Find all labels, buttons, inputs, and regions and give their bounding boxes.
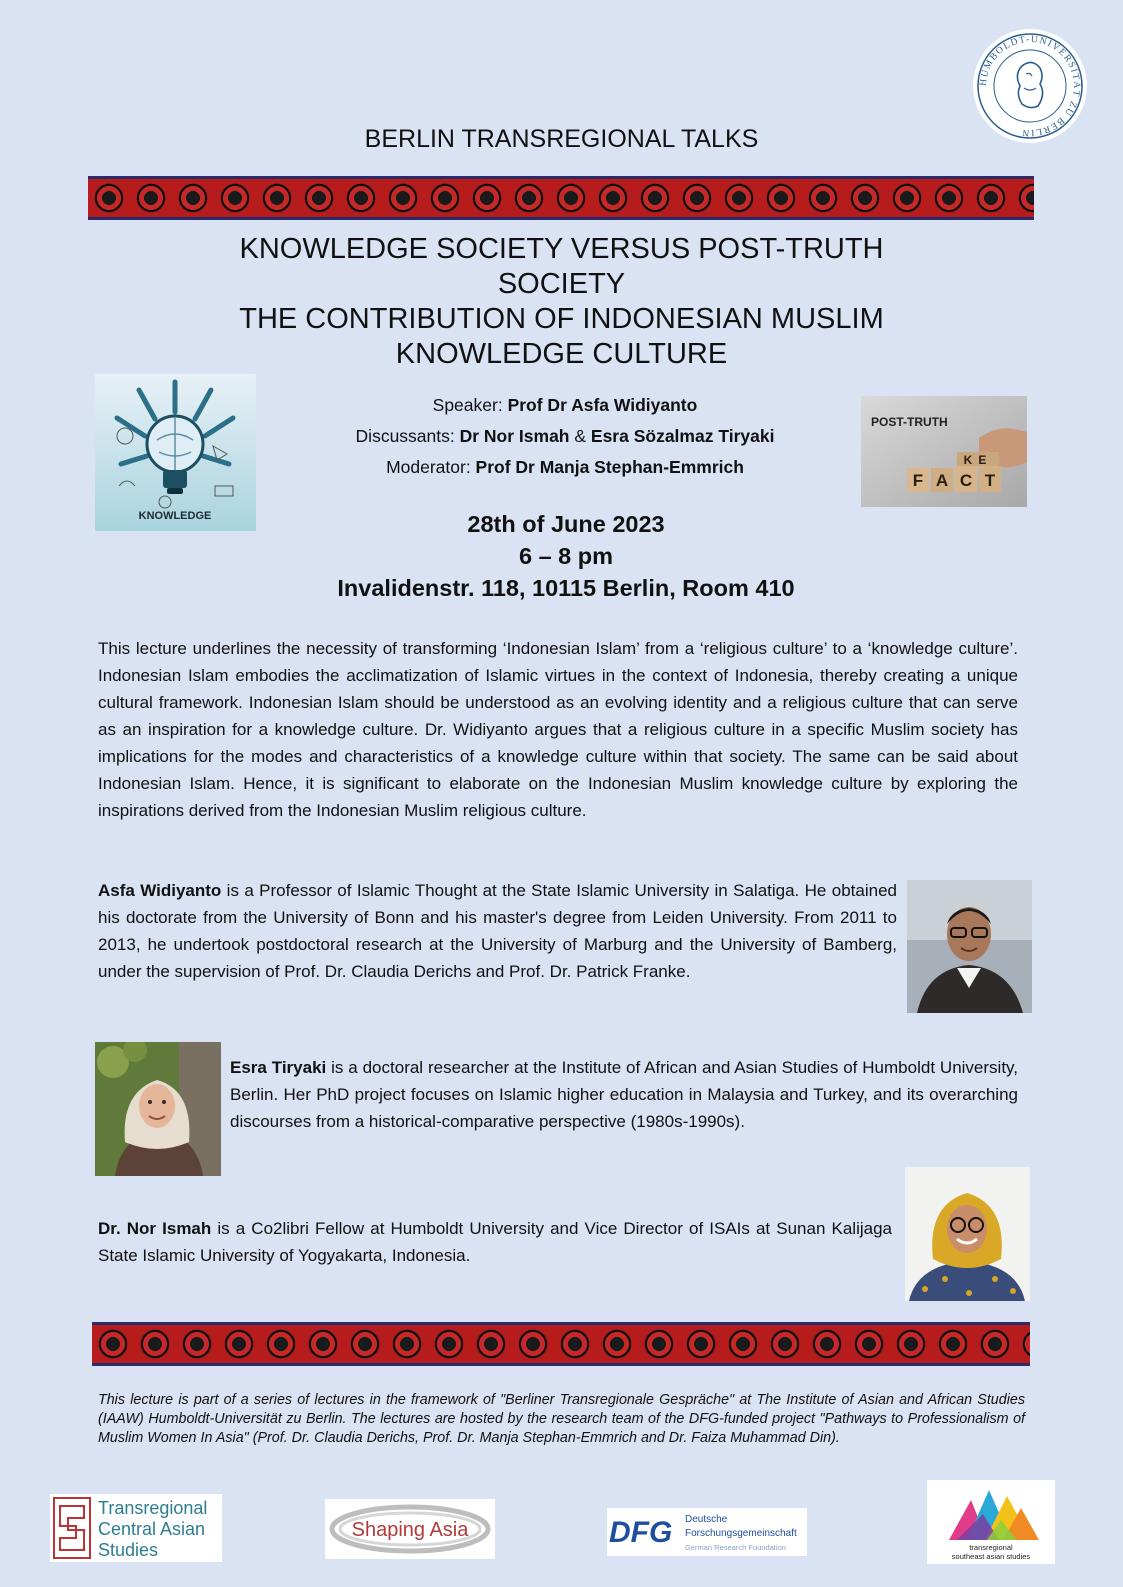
bio-asfa-name: Asfa Widiyanto: [98, 881, 222, 900]
speaker-label: Speaker:: [432, 395, 508, 415]
ornamental-band-top: [88, 176, 1034, 220]
tcas-line-1: Transregional: [98, 1498, 208, 1518]
ornamental-band-bottom: [92, 1322, 1030, 1366]
speaker-line: [270, 390, 860, 421]
discussant-1-name: Dr Nor Ismah: [459, 426, 570, 446]
bio-esra-text: is a doctoral researcher at the Institute of African and Asian Studies of Humboldt University, Berlin. Her PhD project focuses on Islamic higher education in Malaysia and Turkey, and its overarching discourses from a historical-comparative perspective (1980s-1990s).: [230, 1058, 1018, 1131]
tsas-line-1: transregional: [969, 1543, 1013, 1552]
photo-nor-ismah: [905, 1167, 1030, 1301]
photo-esra-tiryaki: [95, 1042, 221, 1176]
logo-shaping-asia: [325, 1499, 495, 1559]
title-line-1: KNOWLEDGE SOCIETY VERSUS POST-TRUTH: [239, 233, 884, 265]
event-time: 6 – 8 pm: [518, 543, 614, 569]
logo-dfg: [607, 1508, 807, 1556]
discussants-line: [270, 421, 860, 452]
post-truth-label: POST-TRUTH: [871, 415, 948, 429]
bio-nor-name: Dr. Nor Ismah: [98, 1219, 212, 1238]
event-people: [270, 390, 860, 483]
event-title: [150, 232, 973, 372]
discussant-separator: &: [569, 426, 591, 446]
event-location: Invalidenstr. 118, 10115 Berlin, Room 410: [337, 575, 795, 601]
block-f: F: [912, 471, 924, 490]
bio-nor-ismah: [98, 1215, 892, 1269]
moderator-name: Prof Dr Manja Stephan-Emmrich: [475, 457, 744, 477]
photo-asfa-widiyanto: [907, 880, 1032, 1013]
logo-transregional-southeast-asian-studies: [927, 1480, 1055, 1564]
speaker-name: Prof Dr Asfa Widiyanto: [507, 395, 698, 415]
series-title: BERLIN TRANSREGIONAL TALKS: [364, 125, 759, 153]
tcas-line-2: Central Asian: [98, 1519, 206, 1539]
logo-transregional-central-asian-studies: [50, 1494, 222, 1562]
seal-text: HUMBOLDT-UNIVERSITÄT ZU BERLIN: [978, 34, 1082, 138]
discussant-2-name: Esra Sözalmaz Tiryaki: [590, 426, 775, 446]
bio-esra-name: Esra Tiryaki: [230, 1058, 327, 1077]
title-line-2: SOCIETY: [497, 268, 626, 300]
date-time-location: [0, 508, 1123, 604]
post-truth-fact-image: [861, 396, 1027, 507]
lecture-abstract: This lecture underlines the necessity of transforming ‘Indonesian Islam’ from a ‘religious culture’ to a ‘knowledge culture’. Indonesian Islam embodies the acclimatization of Islamic virtues in the context of Indonesia, thereby creating a unique cultural framework. Indonesian Islam should be understood as an evolving identity and a religious culture that can serve as an inspiration for a knowledge culture. Dr. Widiyanto argues that a religious culture in a specific Muslim society has implications for the modes and characteristics of a knowledge culture within that society. The same can be said about Indonesian Islam. Hence, it is significant to elaborate on the Indonesian Muslim knowledge culture by exploring the inspirations derived from the Indonesian Muslim religious culture.: [98, 639, 1018, 820]
bio-asfa-text: is a Professor of Islamic Thought at the State Islamic University in Salatiga. He obtained his doctorate from the University of Bonn and his master's degree from Leiden University. From 2011 to 2013, he undertook postdoctoral research at the University of Marburg and the University of Bamberg, under the supervision of Prof. Dr. Claudia Derichs and Prof. Dr. Patrick Franke.: [98, 881, 897, 981]
moderator-line: [270, 452, 860, 483]
block-a: A: [935, 471, 949, 490]
tcas-line-3: Studies: [98, 1540, 159, 1560]
block-c: C: [959, 471, 973, 490]
dfg-mark: DFG: [609, 1516, 673, 1549]
knowledge-caption: KNOWLEDGE: [138, 510, 212, 522]
series-footnote: This lecture is part of a series of lectures in the framework of "Berliner Transregionale Gespräche" at The Institute of Asian and African Studies (IAAW) Humboldt-Universität zu Berlin. The lectures are hosted by the research team of the DFG-funded project "Pathways to Professionalism of Muslim Women In Asia" (Prof. Dr. Claudia Derichs, Prof. Dr. Manja Stephan-Emmrich and Dr. Faiza Muhammad Din).: [98, 1392, 1025, 1447]
block-t: T: [984, 471, 996, 490]
event-date: 28th of June 2023: [467, 511, 665, 537]
dfg-line-1: Deutsche: [685, 1514, 728, 1525]
block-ke: KE: [963, 453, 993, 467]
discussants-label: Discussants:: [355, 426, 460, 446]
shaping-asia-text: Shaping Asia: [351, 1519, 469, 1541]
moderator-label: Moderator:: [386, 457, 476, 477]
title-line-3: THE CONTRIBUTION OF INDONESIAN MUSLIM: [239, 303, 884, 335]
dfg-line-2: Forschungsgemeinschaft: [685, 1528, 797, 1539]
bio-nor-text: is a Co2libri Fellow at Humboldt University and Vice Director of ISAIs at Sunan Kalijaga State Islamic University of Yogyakarta, Indonesia.: [98, 1219, 892, 1265]
bio-asfa-widiyanto: [98, 877, 897, 985]
bio-esra-tiryaki: [230, 1054, 1018, 1135]
tsas-line-2: southeast asian studies: [951, 1552, 1031, 1561]
title-line-4: KNOWLEDGE CULTURE: [395, 338, 728, 370]
dfg-line-3: German Research Foundation: [685, 1543, 786, 1552]
